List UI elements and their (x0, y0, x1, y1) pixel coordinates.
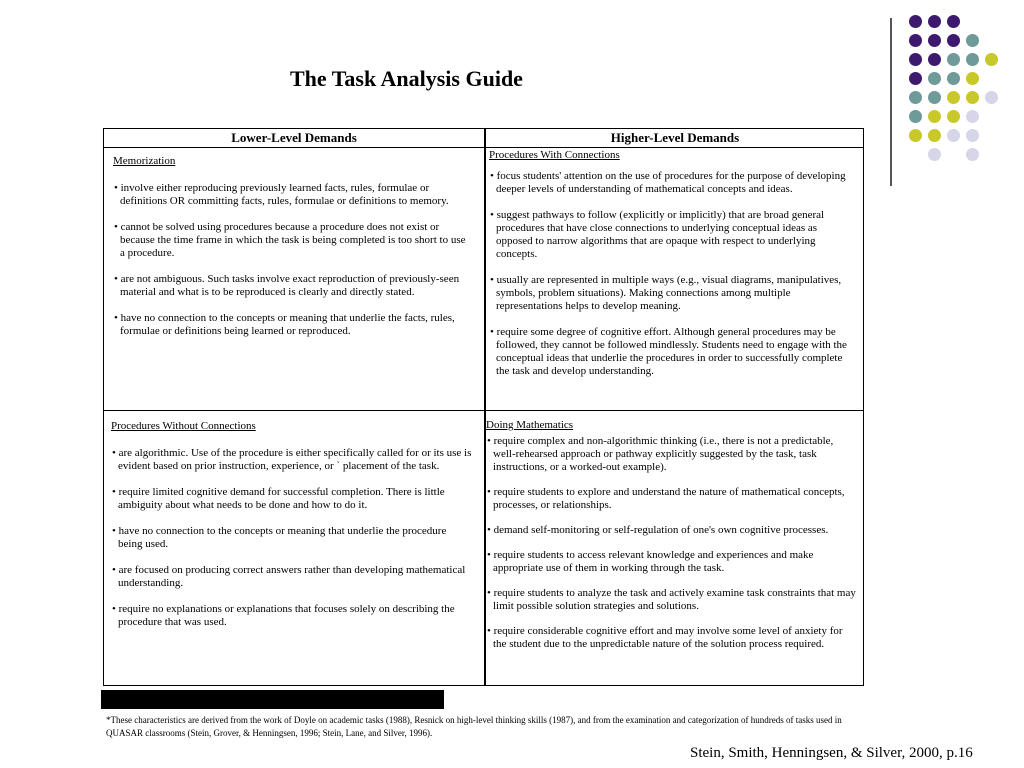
page-title: The Task Analysis Guide (290, 66, 523, 91)
header-lower-level: Lower-Level Demands (231, 130, 357, 145)
decorative-dot (966, 72, 979, 85)
header-higher-level: Higher-Level Demands (610, 130, 740, 145)
decorative-dot (985, 91, 998, 104)
list-item: • require some degree of cognitive effort. Although general procedures may be followed, they cannot be followed mindlessly. Students need to engage with the conceptual ideas that underlie the procedures in order to successfully complete the task and develop understanding. (490, 326, 847, 377)
list-item: • are not ambiguous. Such tasks involve exact reproduction of previously-seen material and what is to be reproduced is clearly and directly stated. (114, 273, 460, 298)
procedures-without-connections-heading: Procedures Without Connections (111, 420, 256, 432)
decorative-dot (966, 148, 979, 161)
list-item: • require considerable cognitive effort and may involve some level of anxiety for the student due to the unpredictable nature of the solution process required. (487, 625, 843, 650)
citation: Stein, Smith, Henningsen, & Silver, 2000, p.16 (690, 745, 973, 761)
decorative-dot (909, 53, 922, 66)
decorative-dot (947, 34, 960, 47)
decorative-dot (966, 110, 979, 123)
memorization-heading: Memorization (113, 155, 176, 167)
decorative-dot (947, 53, 960, 66)
footnote: *These characteristics are derived from the work of Doyle on academic tasks (1988), Resnick on high-level thinking skills (1987), and from the examination and categorization of hundreds of tasks used in QUASAR classrooms (Stein, Grover, & Henningsen, 1996; Stein, Lane, and Silver, 1996). (106, 715, 842, 738)
decorative-divider (890, 18, 892, 186)
decorative-dot (947, 129, 960, 142)
decorative-dot (928, 53, 941, 66)
decorative-dot (909, 110, 922, 123)
list-item: • require limited cognitive demand for successful completion. There is little ambiguity about what needs to be done and how to do it. (112, 486, 445, 511)
list-item: • suggest pathways to follow (explicitly or implicitly) that are broad general procedures that have close connections to underlying conceptual ideas as opposed to narrow algorithms that are opaque with respect to underlying concepts. (490, 209, 825, 260)
decorative-dot (947, 110, 960, 123)
list-item: • require students to access relevant knowledge and experiences and make appropriate use of them in working through the task. (487, 549, 814, 574)
list-item: • cannot be solved using procedures because a procedure does not exist or because the time frame in which the task is being completed is too short to use a procedure. (114, 221, 466, 259)
decorative-dot (928, 110, 941, 123)
decorative-dot (928, 91, 941, 104)
decorative-dot (928, 148, 941, 161)
task-analysis-table (103, 128, 864, 686)
list-item: • focus students' attention on the use of procedures for the purpose of developing deeper levels of understanding of mathematical concepts and ideas. (490, 170, 846, 195)
decorative-dot (928, 72, 941, 85)
decorative-dot (966, 91, 979, 104)
doing-mathematics-cell (486, 419, 858, 663)
decorative-dot-grid (909, 15, 1019, 165)
list-item: • have no connection to the concepts or meaning that underlie the procedure being used. (112, 525, 447, 550)
decorative-dot (928, 15, 941, 28)
list-item: • require students to analyze the task and actively examine task constraints that may limit possible solution strategies and solutions. (487, 587, 856, 612)
list-item: • require complex and non-algorithmic thinking (i.e., there is not a predictable, well-rehearsed approach or pathway explicitly suggested by the task, task instructions, or a worked-out example). (487, 435, 834, 473)
decorative-dot (928, 129, 941, 142)
list-item: • require no explanations or explanations that focuses solely on describing the procedure that was used. (112, 603, 455, 628)
list-item: • usually are represented in multiple ways (e.g., visual diagrams, manipulatives, symbols, problem situations). Making connections among multiple representations helps to develop meaning. (490, 274, 842, 312)
doing-mathematics-heading: Doing Mathematics (486, 419, 574, 431)
list-item: • involve either reproducing previously learned facts, rules, formulae or definitions OR committing facts, rules, formulae or definitions to memory. (114, 182, 449, 207)
procedures-with-connections-cell (489, 149, 853, 391)
list-item: • require students to explore and understand the nature of mathematical concepts, processes, or relationships. (487, 486, 845, 511)
decorative-dot (985, 53, 998, 66)
procedures-with-connections-heading: Procedures With Connections (489, 149, 620, 161)
decorative-dot (966, 34, 979, 47)
decorative-dot (909, 129, 922, 142)
decorative-dot (909, 91, 922, 104)
decorative-dot (909, 72, 922, 85)
decorative-dot (909, 15, 922, 28)
procedures-without-connections-cell (111, 420, 473, 642)
memorization-cell (113, 155, 473, 351)
redaction-bar (101, 690, 444, 709)
decorative-dot (947, 15, 960, 28)
decorative-dot (966, 53, 979, 66)
list-item: • are focused on producing correct answers rather than developing mathematical understanding. (112, 564, 466, 589)
decorative-dot (909, 34, 922, 47)
decorative-dot (966, 129, 979, 142)
list-item: • demand self-monitoring or self-regulation of one's own cognitive processes. (487, 524, 829, 536)
list-item: • have no connection to the concepts or meaning that underlie the facts, rules, formulae or definitions being learned or reproduced. (114, 312, 455, 337)
decorative-dot (947, 72, 960, 85)
list-item: • are algorithmic. Use of the procedure is either specifically called for or its use is evident based on prior instruction, experience, or ` placement of the task. (112, 447, 472, 472)
decorative-dot (947, 91, 960, 104)
decorative-dot (928, 34, 941, 47)
